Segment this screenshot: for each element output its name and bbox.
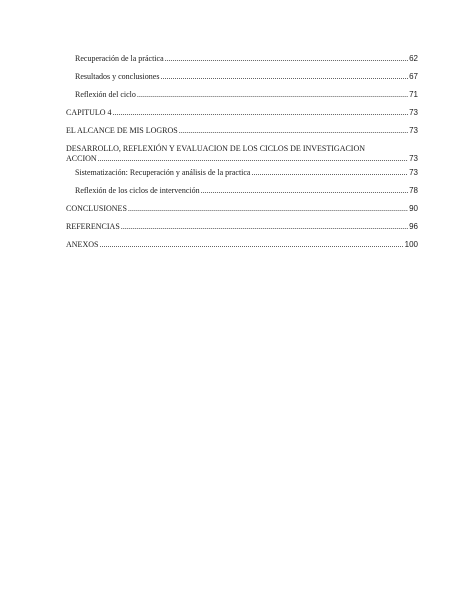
toc-leader-dots: [113, 108, 409, 118]
toc-entry-page: 67: [409, 72, 418, 81]
toc-leader-dots: [165, 54, 408, 64]
toc-leader-dots: [128, 204, 408, 214]
toc-entry-page: 90: [409, 204, 418, 213]
toc-entry-title: CAPITULO 4: [66, 108, 112, 117]
toc-entry-page: 73: [409, 126, 418, 135]
toc-leader-dots: [137, 90, 408, 100]
toc-entry: [66, 90, 418, 100]
toc-leader-dots: [121, 222, 408, 232]
toc-entry-title: ANEXOS: [66, 240, 99, 249]
toc-entry: [66, 144, 418, 164]
toc-entry: [66, 240, 418, 250]
toc-entry-title: REFERENCIAS: [66, 222, 120, 231]
toc-entry-page: 62: [409, 54, 418, 63]
toc-entry-title: Reflexión de los ciclos de intervención: [75, 186, 200, 195]
toc-leader-dots: [201, 186, 408, 196]
toc-leader-dots: [179, 126, 408, 136]
toc-entry: [66, 186, 418, 196]
toc-entry-title-line2: ACCION: [66, 154, 97, 163]
toc-entry-title: Resultados y conclusiones: [75, 72, 160, 81]
toc-entry: [66, 204, 418, 214]
toc-entry-page: 73: [409, 154, 418, 163]
toc-entry: [66, 72, 418, 82]
toc-entry-title: CONCLUSIONES: [66, 204, 127, 213]
toc-entry-page: 96: [409, 222, 418, 231]
table-of-contents: [66, 54, 418, 258]
toc-leader-dots: [251, 168, 408, 178]
toc-entry-title: EL ALCANCE DE MIS LOGROS: [66, 126, 178, 135]
toc-leader-dots: [99, 240, 403, 250]
toc-entry-page: 78: [409, 186, 418, 195]
toc-leader-dots: [160, 72, 408, 82]
toc-entry: [66, 126, 418, 136]
toc-entry-page: 71: [409, 90, 418, 99]
toc-entry: [66, 222, 418, 232]
toc-entry-page: 73: [409, 168, 418, 177]
toc-entry: [66, 168, 418, 178]
toc-leader-dots: [98, 154, 408, 164]
toc-entry-title: Recuperación de la práctica: [75, 54, 164, 63]
toc-entry-page: 100: [404, 240, 418, 249]
toc-entry: [66, 54, 418, 64]
toc-entry-title: Sistematización: Recuperación y análisis de la practica: [75, 168, 251, 177]
toc-entry: [66, 108, 418, 118]
toc-entry-title-line1: DESARROLLO, REFLEXIÓN Y EVALUACION DE LOS CICLOS DE INVESTIGACION: [66, 144, 366, 153]
toc-entry-title: Reflexión del ciclo: [75, 90, 136, 99]
toc-entry-page: 73: [409, 108, 418, 117]
